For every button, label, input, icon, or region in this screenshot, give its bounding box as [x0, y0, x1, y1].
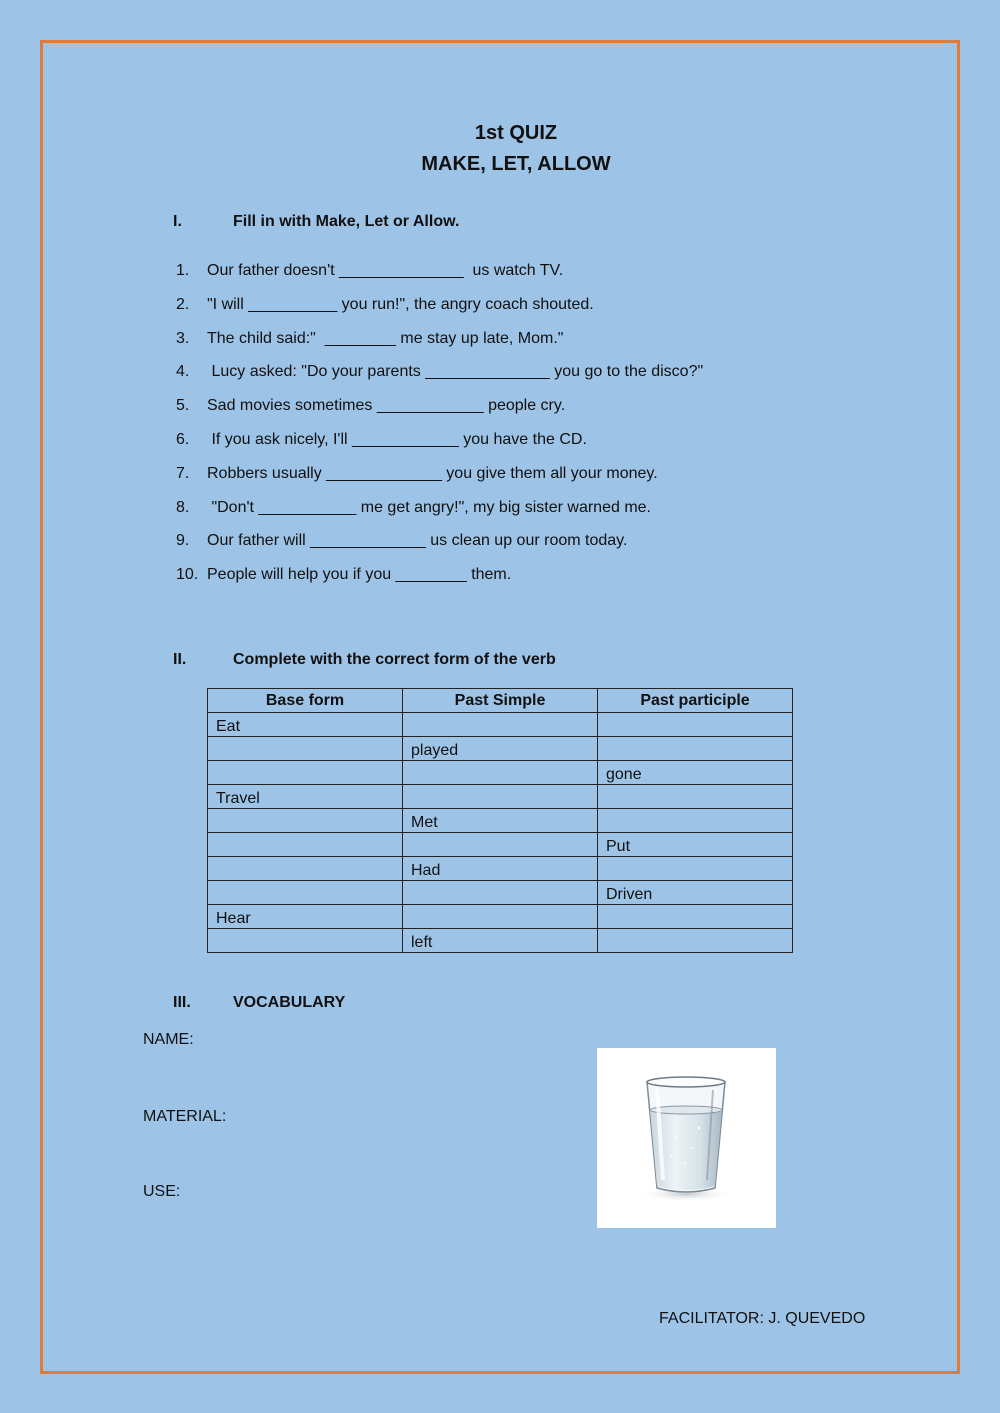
water-glass-image — [597, 1048, 776, 1228]
question-text: If you ask nicely, I'll ____________ you have the CD. — [207, 431, 587, 448]
table-cell — [208, 881, 403, 905]
use-label: USE: — [143, 1183, 181, 1200]
section-2-number: II. — [173, 651, 187, 668]
table-row — [208, 809, 793, 833]
table-row — [208, 881, 793, 905]
table-cell: Driven — [598, 881, 793, 905]
column-header: Base form — [208, 689, 403, 713]
table-cell — [208, 833, 403, 857]
name-label: NAME: — [143, 1031, 194, 1048]
question-item — [176, 262, 563, 280]
table-cell — [598, 905, 793, 929]
table-cell — [403, 785, 598, 809]
section-3-title: VOCABULARY — [233, 994, 346, 1011]
verb-table — [207, 688, 793, 953]
table-cell: Met — [403, 809, 598, 833]
table-row — [208, 785, 793, 809]
table-row — [208, 857, 793, 881]
section-3-number: III. — [173, 994, 191, 1011]
table-cell — [598, 809, 793, 833]
table-cell: played — [403, 737, 598, 761]
table-row — [208, 833, 793, 857]
question-number: 9. — [176, 532, 190, 550]
question-item — [176, 363, 703, 381]
section-2-title: Complete with the correct form of the verb — [233, 651, 556, 668]
table-cell: Travel — [208, 785, 403, 809]
question-number: 10. — [176, 566, 199, 584]
table-row — [208, 929, 793, 953]
table-row — [208, 713, 793, 737]
table-cell: Put — [598, 833, 793, 857]
question-text: The child said:" ________ me stay up late, Mom." — [207, 329, 564, 347]
facilitator-credit: FACILITATOR: J. QUEVEDO — [659, 1310, 866, 1327]
verb-table-header — [208, 689, 793, 713]
table-cell: Had — [403, 857, 598, 881]
question-text: People will help you if you ________ them. — [207, 566, 512, 584]
quiz-subtitle: MAKE, LET, ALLOW — [421, 153, 611, 175]
quiz-title: 1st QUIZ — [474, 122, 558, 144]
question-item — [176, 431, 587, 449]
table-cell — [208, 761, 403, 785]
table-cell: Eat — [208, 713, 403, 737]
column-header: Past participle — [598, 689, 793, 713]
table-cell — [208, 809, 403, 833]
section-1-number: I. — [173, 213, 182, 230]
table-cell — [208, 929, 403, 953]
question-number: 1. — [176, 262, 190, 279]
question-number: 4. — [176, 363, 190, 381]
table-cell — [403, 833, 598, 857]
question-number: 2. — [176, 295, 190, 313]
water-glass-icon — [597, 1048, 776, 1228]
table-row — [208, 905, 793, 929]
table-cell — [208, 737, 403, 761]
question-number: 8. — [176, 498, 190, 516]
question-item — [176, 465, 658, 483]
table-cell — [598, 785, 793, 809]
table-cell — [403, 905, 598, 929]
question-text: "Don't ___________ me get angry!", my big sister warned me. — [207, 498, 651, 516]
table-cell — [598, 929, 793, 953]
table-cell — [208, 857, 403, 881]
question-text: Sad movies sometimes ____________ people cry. — [207, 397, 566, 415]
section-1-title: Fill in with Make, Let or Allow. — [233, 213, 460, 230]
question-number: 3. — [176, 329, 190, 347]
question-item — [176, 532, 627, 550]
question-text: Lucy asked: "Do your parents ______________ you go to the disco?" — [207, 363, 704, 381]
table-cell — [598, 713, 793, 737]
table-cell — [403, 713, 598, 737]
question-item — [176, 296, 594, 314]
table-cell: gone — [598, 761, 793, 785]
table-cell — [598, 737, 793, 761]
material-label: MATERIAL: — [143, 1108, 227, 1125]
question-text: Our father will _____________ us clean up our room today. — [207, 532, 628, 550]
question-number: 5. — [176, 397, 190, 415]
question-text: Our father doesn't ______________ us watch TV. — [207, 262, 564, 279]
table-row — [208, 761, 793, 785]
question-item — [176, 397, 565, 415]
question-number: 6. — [176, 431, 190, 448]
table-cell: Hear — [208, 905, 403, 929]
question-item — [176, 499, 651, 517]
question-item — [176, 566, 511, 584]
question-item — [176, 330, 563, 348]
column-header: Past Simple — [403, 689, 598, 713]
table-cell — [403, 761, 598, 785]
question-text: "I will __________ you run!", the angry coach shouted. — [207, 295, 594, 313]
table-cell: left — [403, 929, 598, 953]
question-number: 7. — [176, 464, 190, 482]
question-text: Robbers usually _____________ you give them all your money. — [207, 464, 658, 482]
table-cell — [403, 881, 598, 905]
table-row — [208, 737, 793, 761]
table-cell — [598, 857, 793, 881]
